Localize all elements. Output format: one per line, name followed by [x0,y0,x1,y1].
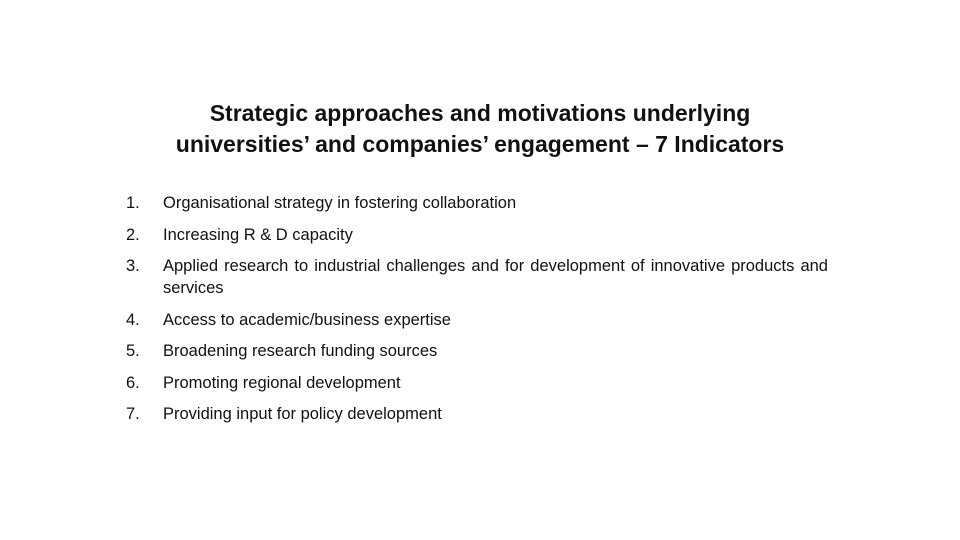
item-text: Broadening research funding sources [163,342,438,360]
item-number: 4. [126,310,140,329]
item-text: Promoting regional development [163,373,401,392]
item-number: 2. [126,225,140,244]
item-text: Increasing R & D capacity [163,225,353,244]
title-line-2: universities’ and companies’ engagement – 7 Indicators [175,131,785,157]
item-text: Providing input for policy development [163,405,442,423]
item-text: Applied research to industrial challenges and for development of innovative products and services [163,257,828,297]
title-line-1: Strategic approaches and motivations underlying [209,100,751,126]
indicator-list [126,192,828,435]
list-item [126,372,828,394]
item-number: 1. [126,194,140,212]
item-number: 7. [126,405,140,423]
item-number: 6. [126,373,140,392]
list-item [126,340,828,362]
list-item [126,309,828,331]
list-item [126,403,828,425]
list-item [126,224,828,246]
item-number: 5. [126,342,140,360]
item-number: 3. [126,257,140,275]
item-text: Access to academic/business expertise [163,310,451,329]
list-item [126,255,828,299]
slide-title [120,98,840,160]
item-text: Organisational strategy in fostering collaboration [163,194,517,212]
list-item [126,192,828,214]
